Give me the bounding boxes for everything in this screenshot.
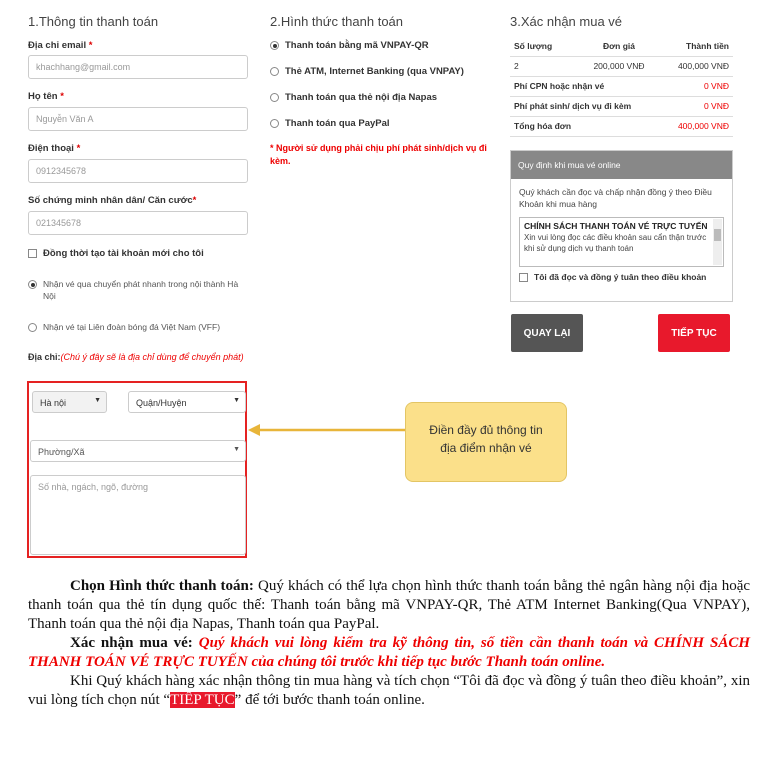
delivery-vff-radio[interactable]: [28, 323, 37, 332]
name-label: Họ tên *: [28, 91, 64, 102]
continue-button[interactable]: TIẾP TỤC: [658, 314, 730, 352]
purchase-rules-panel: [510, 150, 733, 302]
section-title-billing: 1.Thông tin thanh toán: [28, 14, 159, 29]
payment-option-atm[interactable]: Thẻ ATM, Internet Banking (qua VNPAY): [270, 66, 464, 77]
street-address-textarea[interactable]: Số nhà, ngách, ngõ, đường: [30, 475, 246, 555]
paragraph-payment-method: Chọn Hình thức thanh toán: Quý khách có thể lựa chọn hình thức thanh toán bằng thẻ ngân hàng nội địa hoặc thanh toán qua thẻ tín dụng quốc thế: Thanh toán bằng mã VNPAY-QR, Thẻ ATM Internet Banking(Qua VNPAY), Thanh toán qua thẻ nội địa Napas, Thanh toán qua PayPal.: [28, 578, 751, 632]
order-summary-table: [510, 36, 733, 137]
header-total: Thành tiền: [662, 36, 734, 56]
rules-header: Quy định khi mua vé online: [511, 151, 732, 179]
id-number-field[interactable]: 021345678: [28, 211, 248, 235]
fee-label: Phí CPN hoặc nhận vé: [510, 76, 662, 96]
scrollbar-thumb[interactable]: [714, 229, 721, 241]
email-field[interactable]: khachhang@gmail.com: [28, 55, 248, 79]
ward-select[interactable]: Phường/Xã ▼: [30, 440, 246, 462]
fee-label: Phí phát sinh/ dịch vụ đi kèm: [510, 96, 662, 116]
section-title-confirm: 3.Xác nhận mua vé: [510, 14, 623, 29]
instruction-text: [28, 577, 750, 710]
policy-scrollbar[interactable]: [713, 219, 722, 265]
agree-terms-checkbox[interactable]: [519, 273, 528, 282]
create-account-option[interactable]: Đồng thời tạo tài khoản mới cho tôi: [28, 248, 204, 259]
email-label: Địa chỉ email *: [28, 40, 93, 51]
payment-option-napas[interactable]: Thanh toán qua thẻ nội địa Napas: [270, 92, 437, 103]
payment-radio-vnpay-qr[interactable]: [270, 41, 279, 50]
fee-value: 0 VNĐ: [662, 96, 734, 116]
fee-value: 0 VNĐ: [662, 76, 734, 96]
city-select[interactable]: Hà nội ▼: [32, 391, 107, 413]
fee-note: * Người sử dụng phải chịu phí phát sinh/dịch vụ đi kèm.: [270, 143, 487, 166]
callout-note: Điền đầy đủ thông tin địa điểm nhận vé: [405, 402, 567, 482]
chevron-down-icon: ▼: [233, 446, 240, 453]
fee-row: [510, 76, 733, 96]
fee-row: [510, 116, 733, 136]
fee-label: Tổng hóa đơn: [510, 116, 662, 136]
table-header-row: [510, 36, 733, 56]
payment-radio-atm[interactable]: [270, 67, 279, 76]
policy-scrollbox[interactable]: [519, 217, 724, 267]
rules-intro: Quý khách cần đọc và chấp nhận đồng ý theo Điều Khoản khi mua hàng: [519, 187, 712, 209]
phone-field[interactable]: 0912345678: [28, 159, 248, 183]
delivery-express-option[interactable]: Nhận vé qua chuyển phát nhanh trong nội thành Hà Nội: [28, 278, 253, 302]
unit-price-value: 200,000 VNĐ: [576, 56, 661, 76]
district-select[interactable]: Quận/Huyện ▼: [128, 391, 246, 413]
continue-highlight: TIẾP TỤC: [170, 692, 235, 708]
chevron-down-icon: ▼: [233, 397, 240, 404]
fee-value: 400,000 VNĐ: [662, 116, 734, 136]
delivery-vff-option[interactable]: Nhận vé tại Liên đoàn bóng đá Việt Nam (VFF): [28, 321, 268, 333]
section-title-payment: 2.Hình thức thanh toán: [270, 14, 404, 29]
quantity-value: 2: [510, 56, 576, 76]
header-quantity: Số lượng: [510, 36, 576, 56]
create-account-checkbox[interactable]: [28, 249, 37, 258]
chevron-down-icon: ▼: [94, 397, 101, 404]
payment-radio-napas[interactable]: [270, 93, 279, 102]
payment-option-vnpay-qr[interactable]: Thanh toán bằng mã VNPAY-QR: [270, 40, 429, 51]
delivery-express-radio[interactable]: [28, 280, 37, 289]
paragraph-confirm: Xác nhận mua vé: Quý khách vui lòng kiểm tra kỹ thông tin, số tiền cần thanh toán và CHÍNH SÁCH THANH TOÁN VÉ TRỰC TUYẾN của chúng tôi trước khi tiếp tục bước Thanh toán online.: [28, 635, 750, 670]
id-number-label: Số chứng minh nhân dân/ Căn cước*: [28, 195, 197, 206]
table-row: [510, 56, 733, 76]
agree-terms-option[interactable]: Tôi đã đọc và đồng ý tuân theo điều khoản: [511, 267, 732, 287]
paragraph-continue: Khi Quý khách hàng xác nhận thông tin mua hàng và tích chọn “Tôi đã đọc và đồng ý tuân theo điều khoản”, xin vui lòng tích chọn nút “TIẾP TỤC” để tới bước thanh toán online.: [28, 673, 750, 708]
total-value: 400,000 VNĐ: [662, 56, 734, 76]
fee-row: [510, 96, 733, 116]
back-button[interactable]: QUAY LẠI: [511, 314, 583, 352]
policy-title: CHÍNH SÁCH THANH TOÁN VÉ TRỰC TUYẾN: [524, 221, 708, 231]
payment-radio-paypal[interactable]: [270, 119, 279, 128]
payment-option-paypal[interactable]: Thanh toán qua PayPal: [270, 118, 390, 129]
arrow-icon: [246, 420, 408, 440]
policy-text: Xin vui lòng đọc các điều khoản sau cẩn thận trước khi sử dụng dịch vụ thanh toán: [524, 233, 707, 253]
header-unit-price: Đơn giá: [576, 36, 661, 56]
address-label: Địa chỉ:(Chú ý đây sẽ là địa chỉ dùng để chuyển phát): [28, 352, 244, 362]
name-field[interactable]: Nguyễn Văn A: [28, 107, 248, 131]
phone-label: Điện thoại *: [28, 143, 81, 154]
